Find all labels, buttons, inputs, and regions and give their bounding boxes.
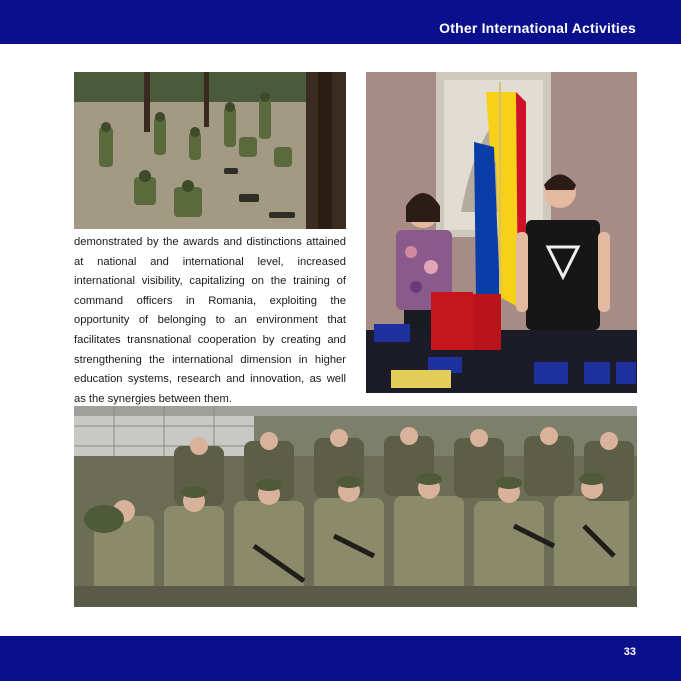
body-paragraph: demonstrated by the awards and distinctions attained at national and international level, increased international visibility, capitalizing on the training of command officers in Romania, exploiting the opportunity of belonging to an environment that facilitates transnational cooperation by creating and strengthening the international dimension in higher education systems, research and innovation, as well as the synergies between them. bbox=[74, 236, 346, 405]
exhibition-booth-photo bbox=[366, 72, 637, 393]
section-title: Other International Activities bbox=[439, 20, 636, 36]
page-number: 33 bbox=[623, 646, 636, 658]
footer-bar bbox=[0, 636, 681, 681]
field-training-photo bbox=[74, 72, 346, 229]
cadets-group-photo bbox=[74, 406, 637, 607]
header-bar bbox=[0, 0, 681, 44]
